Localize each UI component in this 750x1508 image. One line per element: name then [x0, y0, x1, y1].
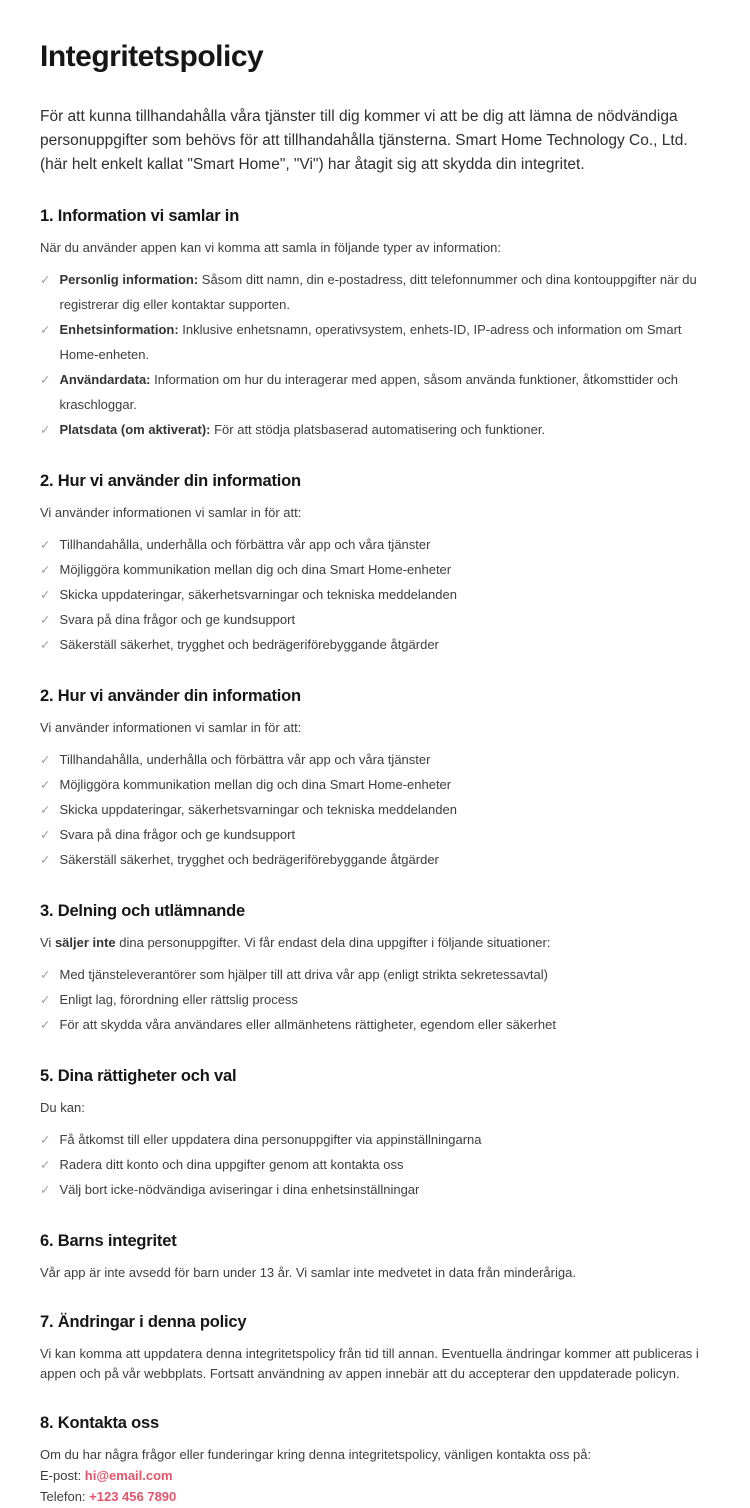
section-heading: 7. Ändringar i denna policy [40, 1312, 247, 1331]
list-item [40, 987, 710, 1012]
list-item [40, 822, 710, 847]
list-item [40, 632, 710, 657]
section-lead: När du använder appen kan vi komma att samla in följande typer av information: [40, 239, 502, 255]
section-lead: Om du har några frågor eller funderingar kring denna integritetspolicy, vänligen kontakta oss på: [40, 1446, 592, 1462]
contact-phone-line [40, 1486, 710, 1508]
list-item [40, 582, 710, 607]
list-item [40, 847, 710, 872]
list-item-text: Enligt lag, förordning eller rättslig process [59, 991, 298, 1007]
check-icon: ✓ [40, 966, 51, 982]
list-item-text: Möjliggöra kommunikation mellan dig och dina Smart Home-enheter [59, 561, 452, 577]
section-5-rights [40, 1065, 710, 1202]
check-icon: ✓ [40, 851, 51, 867]
list-item [40, 1012, 710, 1037]
check-icon: ✓ [40, 991, 51, 1007]
check-icon: ✓ [40, 1131, 51, 1147]
section-lead: Vi kan komma att uppdatera denna integritetspolicy från tid till annan. Eventuella ändringar kommer att publiceras i appen och på vår webbplats. Fortsatt användning av appen innebär att du accepterar den uppdaterade policyn. [40, 1345, 699, 1381]
section-2-usage [40, 470, 710, 657]
section-heading: 8. Kontakta oss [40, 1413, 159, 1432]
list-item-text: Personlig information: Såsom ditt namn, din e-postadress, ditt telefonnummer och dina kontouppgifter när du registrerar dig eller kontaktar supporten. [59, 271, 697, 312]
list-item-text: Skicka uppdateringar, säkerhetsvarningar och tekniska meddelanden [59, 801, 457, 817]
page-title: Integritetspolicy [40, 40, 264, 73]
section-6-children [40, 1230, 710, 1283]
check-icon: ✓ [40, 1181, 51, 1197]
list-item [40, 317, 710, 367]
list-item [40, 1177, 710, 1202]
section-lead: Vår app är inte avsedd för barn under 13 år. Vi samlar inte medvetet in data från minderåriga. [40, 1264, 576, 1280]
list-item [40, 797, 710, 822]
email-label: E-post: [40, 1467, 85, 1483]
email-link[interactable]: hi@email.com [84, 1467, 173, 1483]
list-item-text: Platsdata (om aktiverat): För att stödja platsbaserad automatisering och funktioner. [59, 421, 546, 437]
list-item-text: Säkerställ säkerhet, trygghet och bedrägeriförebyggande åtgärder [59, 636, 439, 652]
section-7-changes [40, 1311, 710, 1384]
list-item-text: Användardata: Information om hur du interagerar med appen, såsom använda funktioner, åtkomsttider och kraschloggar. [59, 371, 679, 412]
check-icon: ✓ [40, 751, 51, 767]
check-icon: ✓ [40, 421, 51, 437]
check-icon: ✓ [40, 826, 51, 842]
check-icon: ✓ [40, 636, 51, 652]
list-item [40, 962, 710, 987]
list-item [40, 532, 710, 557]
section-heading: 2. Hur vi använder din information [40, 471, 301, 490]
check-list [40, 267, 710, 442]
section-heading: 1. Information vi samlar in [40, 206, 240, 225]
list-item-text: Radera ditt konto och dina uppgifter genom att kontakta oss [59, 1156, 404, 1172]
list-item-text: Tillhandahålla, underhålla och förbättra vår app och våra tjänster [59, 751, 431, 767]
check-icon: ✓ [40, 1016, 51, 1032]
list-item-text: Säkerställ säkerhet, trygghet och bedrägeriförebyggande åtgärder [59, 851, 439, 867]
check-icon: ✓ [40, 536, 51, 552]
phone-link[interactable]: +123 456 7890 [89, 1489, 177, 1504]
list-item [40, 367, 710, 417]
lead-bold-text: säljer inte [54, 934, 116, 950]
list-item-text: Välj bort icke-nödvändiga aviseringar i dina enhetsinställningar [59, 1181, 420, 1197]
list-item-text: Tillhandahålla, underhålla och förbättra vår app och våra tjänster [59, 536, 431, 552]
contact-email-line [40, 1465, 710, 1487]
section-heading: 5. Dina rättigheter och val [40, 1066, 237, 1085]
check-list [40, 962, 710, 1037]
check-list [40, 532, 710, 657]
list-item-text: Svara på dina frågor och ge kundsupport [59, 611, 296, 627]
intro-paragraph: För att kunna tillhandahålla våra tjänster till dig kommer vi att be dig att lämna de nödvändiga personuppgifter som behövs för att tillhandahålla tjänsterna. Smart Home Technology Co., Ltd. (här helt enkelt kallat "Smart Home", "Vi") har åtagit sig att skydda din integritet. [40, 107, 688, 173]
check-icon: ✓ [40, 561, 51, 577]
phone-label: Telefon: [40, 1489, 90, 1504]
list-item-text: Skicka uppdateringar, säkerhetsvarningar och tekniska meddelanden [59, 586, 457, 602]
check-icon: ✓ [40, 611, 51, 627]
section-2-usage-duplicate [40, 685, 710, 872]
check-list [40, 747, 710, 872]
section-lead: Vi säljer inte dina personuppgifter. Vi får endast dela dina uppgifter i följande situationer: [40, 934, 551, 950]
list-item [40, 1152, 710, 1177]
check-list [40, 1127, 710, 1202]
list-item-text: Med tjänsteleverantörer som hjälper till att driva vår app (enligt strikta sekretessavtal) [59, 966, 548, 982]
section-heading: 6. Barns integritet [40, 1231, 177, 1250]
list-item [40, 1127, 710, 1152]
list-item-text: För att skydda våra användares eller allmänhetens rättigheter, egendom eller säkerhet [59, 1016, 556, 1032]
section-heading: 3. Delning och utlämnande [40, 901, 245, 920]
list-item-text: Enhetsinformation: Inklusive enhetsnamn, operativsystem, enhets-ID, IP-adress och information om Smart Home-enheten. [59, 321, 682, 362]
check-icon: ✓ [40, 801, 51, 817]
section-lead: Du kan: [40, 1099, 85, 1115]
list-item [40, 557, 710, 582]
list-item-text: Få åtkomst till eller uppdatera dina personuppgifter via appinställningarna [59, 1131, 482, 1147]
section-heading: 2. Hur vi använder din information [40, 686, 301, 705]
list-item-text: Möjliggöra kommunikation mellan dig och dina Smart Home-enheter [59, 776, 452, 792]
list-item [40, 267, 710, 317]
section-3-sharing [40, 900, 710, 1037]
section-lead: Vi använder informationen vi samlar in för att: [40, 719, 302, 735]
section-1-information [40, 205, 710, 442]
list-item [40, 747, 710, 772]
list-item-text: Svara på dina frågor och ge kundsupport [59, 826, 296, 842]
list-item [40, 772, 710, 797]
check-icon: ✓ [40, 1156, 51, 1172]
check-icon: ✓ [40, 371, 51, 387]
check-icon: ✓ [40, 776, 51, 792]
section-lead: Vi använder informationen vi samlar in för att: [40, 504, 302, 520]
check-icon: ✓ [40, 271, 51, 287]
check-icon: ✓ [40, 586, 51, 602]
list-item [40, 417, 710, 442]
check-icon: ✓ [40, 321, 51, 337]
list-item [40, 607, 710, 632]
section-8-contact [40, 1412, 710, 1508]
